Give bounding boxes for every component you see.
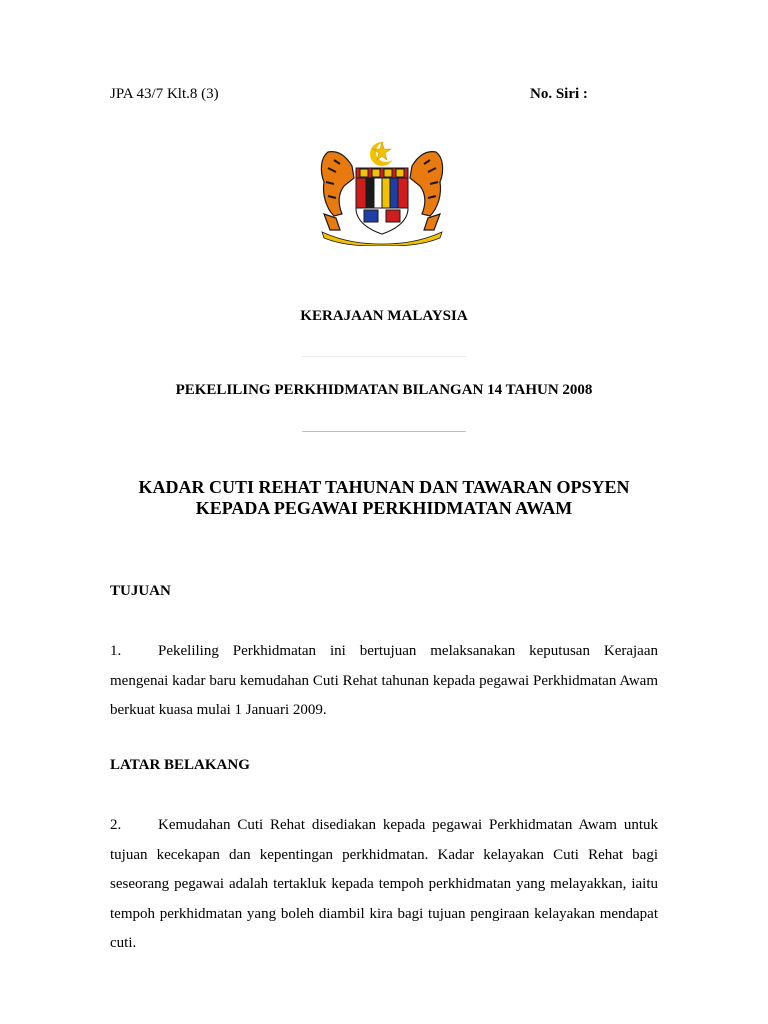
- serial-number-label: No. Siri :: [530, 86, 588, 102]
- paragraph-2: [110, 811, 658, 959]
- shield: [356, 168, 408, 234]
- paragraph-1-text: Pekeliling Perkhidmatan ini bertujuan melaksanakan keputusan Kerajaan mengenai kadar baru kemudahan Cuti Rehat tahunan kepada pegawai Perkhidmatan Awam berkuat kuasa mulai 1 Januari 2009.: [110, 643, 658, 718]
- left-tiger: [321, 152, 354, 230]
- paragraph-1-number: 1.: [110, 643, 122, 659]
- malaysia-coat-of-arms-icon: [314, 138, 450, 246]
- right-tiger: [410, 152, 443, 230]
- paragraph-2-text: Kemudahan Cuti Rehat disediakan kepada pegawai Perkhidmatan Awam untuk tujuan kecekapan dan kepentingan perkhidmatan. Kadar kelayakan Cuti Rehat bagi seseorang pegawai adalah tertakluk kepada tempoh perkhidmatan yang melayakkan, iaitu tempoh perkhidmatan yang boleh diambil kira bagi tujuan pengiraan kelayakan mendapat cuti.: [110, 817, 658, 951]
- crescent-star: [370, 142, 396, 166]
- document-title-line-1: KADAR CUTI REHAT TAHUNAN DAN TAWARAN OPSYEN: [138, 477, 630, 497]
- document-title-line-2: KEPADA PEGAWAI PERKHIDMATAN AWAM: [195, 498, 573, 518]
- government-name: KERAJAAN MALAYSIA: [300, 308, 468, 324]
- divider-1: [302, 356, 466, 357]
- paragraph-2-number: 2.: [110, 817, 122, 833]
- section-heading-background: LATAR BELAKANG: [110, 757, 250, 773]
- reference-number: JPA 43/7 Klt.8 (3): [110, 86, 219, 102]
- circular-number: PEKELILING PERKHIDMATAN BILANGAN 14 TAHUN 2008: [175, 382, 593, 398]
- section-heading-purpose: TUJUAN: [110, 583, 171, 599]
- divider-2: [302, 431, 466, 432]
- paragraph-1: [110, 637, 658, 726]
